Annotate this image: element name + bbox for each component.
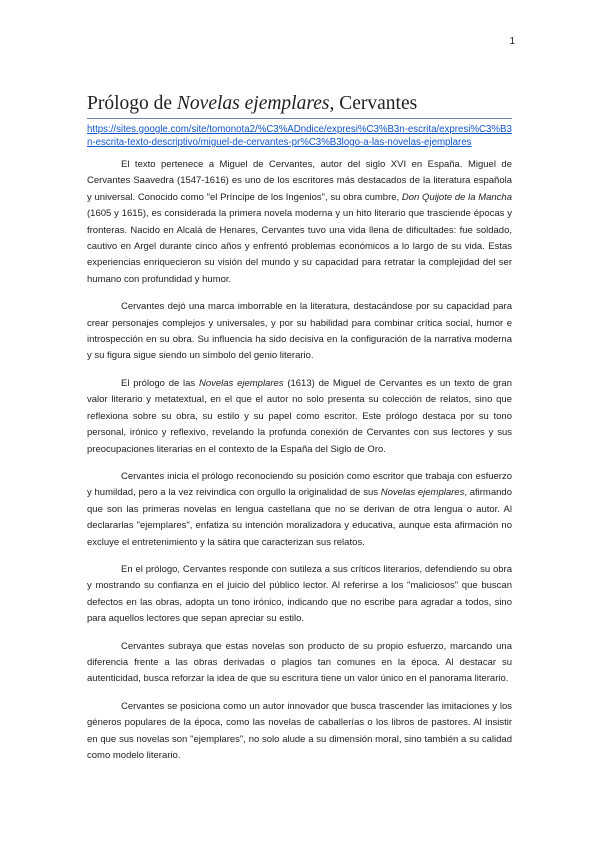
paragraph-text: Cervantes dejó una marca imborrable en la literatura, destacándose por su capacidad para crear personajes complejos y universales, y por su habilidad para combinar crítica social, humor e introspección en su obra. Su influencia ha sido decisiva en la configuración de la narrativa moderna y su figura sigue siendo un símbolo del genio literario.	[87, 301, 512, 362]
body-paragraph	[87, 376, 512, 458]
paragraph-text: (1605 y 1615), es considerada la primera novela moderna y un hito literario que trasciende épocas y fronteras. Nacido en Alcalá de Henares, Cervantes tuvo una vida llena de dificultades: fue soldado, cautivo en Argel durante cinco años y enfrentó problemas económicos a lo largo de su vida. Estas experiencias enriquecieron su visión del mundo y su capacidad para retratar la complejidad del ser humano con profundidad y humor.	[87, 208, 512, 285]
body-paragraph	[87, 469, 512, 551]
source-link[interactable]: https://sites.google.com/site/tomonota2/%C3%ADndice/expresi%C3%B3n-escrita/expresi%C3%B3n-escrita-texto-descriptivo/miguel-de-cervantes-pr%C3%B3logo-a-las-novelas-ejemplares	[87, 124, 512, 148]
title-suffix: , Cervantes	[329, 93, 418, 114]
body-paragraph	[87, 639, 512, 688]
italic-title-text: Don Quijote de la Mancha	[401, 191, 513, 203]
paragraph-text: El texto pertenece a Miguel de Cervantes, autor del siglo XVI en España. Miguel de Cervantes Saavedra (1547-1616) es uno de los escritores más destacados de la literatura española y universal. Conocido como "el Príncipe de los Ingenios", su obra cumbre,	[87, 159, 512, 203]
body-paragraph	[87, 699, 512, 765]
paragraph-text: (1613) de Miguel de Cervantes es un texto de gran valor literario y metatextual, en el que el autor no solo presenta su colección de relatos, sino que reflexiona sobre su obra, su estilo y su papel como escritor. Este prólogo destaca por su tono personal, irónico y reflexivo, revelando la profunda conexión de Cervantes con sus lectores y sus preocupaciones literarias en el contexto de la España del Siglo de Oro.	[87, 377, 512, 455]
paragraph-text: Cervantes inicia el prólogo reconociendo su posición como escritor que trabaja con esfuerzo y humildad, pero a la vez reivindica con orgullo la originalidad de sus	[87, 470, 512, 499]
paragraph-text: En el prólogo, Cervantes responde con sutileza a sus críticos literarios, defendiendo su obra y mostrando su confianza en el juicio del público lector. Al referirse a los "maliciosos" que buscan defectos en las obras, adopta un tono irónico, indicando que no escribe para agradar a todos, sino para aquellos lectores que sepan apreciar su estilo.	[87, 563, 512, 625]
body-paragraph	[87, 157, 512, 288]
title-prefix: Prólogo de	[87, 93, 177, 114]
document-body	[87, 157, 512, 764]
paragraph-text: Cervantes se posiciona como un autor innovador que busca trascender las imitaciones y los géneros populares de la época, como las novelas de caballerías o los libros de pastores. Al insistir en que sus novelas son "ejemplares", no solo alude a su dimensión moral, sino también a su calidad como modelo literario.	[87, 700, 512, 761]
paragraph-text: El prólogo de las	[121, 377, 199, 389]
paragraph-text: Cervantes subraya que estas novelas son producto de su propio esfuerzo, marcando una diferencia frente a las obras derivadas o plagios tan comunes en la época. Al destacar su autenticidad, busca reforzar la idea de que su escritura tiene un valor único en el panorama literario.	[87, 640, 512, 685]
page-number: 1	[509, 36, 515, 47]
paragraph-text: , afirmando que son las primeras novelas en lengua castellana que no se derivan de otra lengua o autor. Al declararlas "ejemplares", enfatiza su intención moralizadora y educativa, aunque esta afirmación no excluye el entretenimiento y la sátira que caracterizan sus relatos.	[87, 487, 512, 548]
body-paragraph	[87, 299, 512, 365]
title-italic-work: Novelas ejemplares	[176, 93, 330, 114]
italic-title-text: Novelas ejemplares	[198, 377, 284, 389]
italic-title-text: Novelas ejemplares	[380, 487, 465, 499]
page-title	[87, 0, 512, 119]
body-paragraph	[87, 562, 512, 628]
